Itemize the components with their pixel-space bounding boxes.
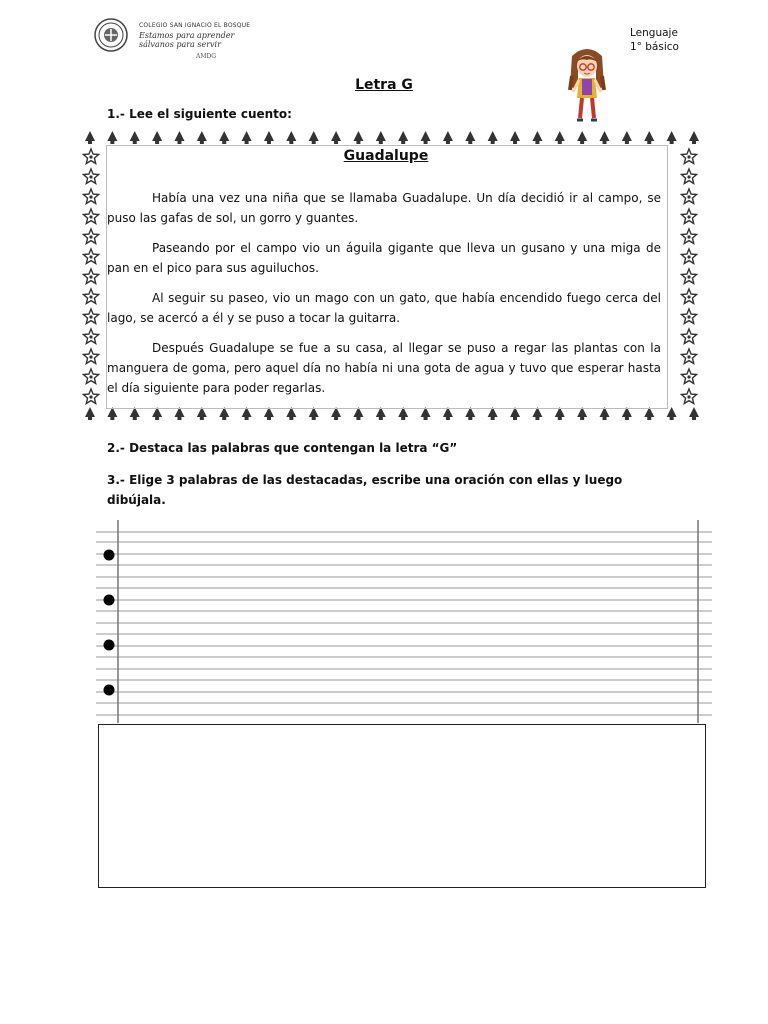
star-icon [83,189,98,204]
drawing-box[interactable] [98,724,706,888]
christmas-tree-icon [85,131,95,144]
writing-lines[interactable] [96,518,712,723]
christmas-tree-icon [376,131,386,144]
grade-level: 1° básico [630,41,679,53]
binder-hole-icon [104,685,115,696]
christmas-tree-icon [309,131,319,144]
star-icon [83,209,98,224]
subject-name: Lenguaje [630,27,678,39]
christmas-tree-icon [264,131,274,144]
star-icon [83,289,98,304]
star-icon [83,169,98,184]
school-motto: Estamos para aprender sálvanos para servir [139,31,235,49]
christmas-tree-icon [107,131,117,144]
christmas-tree-icon [465,131,475,144]
question-1: 1.- Lee el siguiente cuento: [107,107,292,121]
christmas-tree-icon [398,131,408,144]
christmas-tree-icon [510,131,520,144]
christmas-tree-icon [242,131,252,144]
story-title: Guadalupe [343,148,429,164]
story-paragraph: Había una vez una niña que se llamaba Guadalupe. Un día decidió ir al campo, se puso las gafas de sol, un gorro y guantes. [107,191,661,225]
star-icon [681,369,696,384]
star-icon [681,229,696,244]
star-icon [681,169,696,184]
story-paragraph: Paseando por el campo vio un águila gigante que lleva un gusano y una miga de pan en el pico para sus aguiluchos. [107,241,661,275]
christmas-tree-icon [689,131,699,144]
star-icon [83,369,98,384]
christmas-tree-icon [532,131,542,144]
star-icon [83,269,98,284]
star-icon [83,389,98,404]
school-seal-icon [94,18,128,52]
christmas-tree-icon [644,131,654,144]
christmas-tree-icon [667,407,677,420]
christmas-tree-icon [555,131,565,144]
christmas-tree-icon [174,131,184,144]
star-icon [83,249,98,264]
star-icon [681,329,696,344]
binder-hole-icon [104,550,115,561]
star-icon [83,329,98,344]
star-icon [681,289,696,304]
christmas-tree-icon [152,131,162,144]
star-icon [681,209,696,224]
star-icon [681,249,696,264]
christmas-tree-icon [286,131,296,144]
christmas-tree-icon [443,131,453,144]
christmas-tree-icon [197,131,207,144]
binder-hole-icon [104,640,115,651]
school-amdg: AMDG [196,53,217,60]
christmas-tree-icon [331,131,341,144]
worksheet-title: Letra G [355,77,413,93]
christmas-tree-icon [600,131,610,144]
star-icon [681,189,696,204]
christmas-tree-icon [689,407,699,420]
christmas-tree-icon [130,131,140,144]
christmas-tree-icon [488,131,498,144]
christmas-tree-icon [353,131,363,144]
christmas-tree-icon [85,407,95,420]
star-icon [83,349,98,364]
school-name: COLEGIO SAN IGNACIO EL BOSQUE [139,22,251,29]
christmas-tree-icon [622,131,632,144]
question-3: 3.- Elige 3 palabras de las destacadas, escribe una oración con ellas y luego dibújala. [107,473,623,507]
star-icon [83,149,98,164]
question-2: 2.- Destaca las palabras que contengan la letra “G” [107,441,458,455]
story-paragraph: Al seguir su paseo, vio un mago con un gato, que había encendido fuego cerca del lago, se acercó a él y se puso a tocar la guitarra. [107,291,661,325]
star-icon [83,229,98,244]
star-icon [83,309,98,324]
christmas-tree-icon [667,131,677,144]
star-icon [681,349,696,364]
star-icon [681,389,696,404]
subject-label [630,26,679,54]
christmas-tree-icon [577,131,587,144]
christmas-tree-icon [421,131,431,144]
star-icon [681,269,696,284]
girl-illustration [560,46,614,128]
story-paragraph: Después Guadalupe se fue a su casa, al llegar se puso a regar las plantas con la manguera de goma, pero aquel día no había ni una gota de agua y tuvo que esperar hasta el día siguiente para poder regarlas. [107,341,661,395]
binder-hole-icon [104,595,115,606]
star-icon [681,309,696,324]
star-icon [681,149,696,164]
christmas-tree-icon [219,131,229,144]
